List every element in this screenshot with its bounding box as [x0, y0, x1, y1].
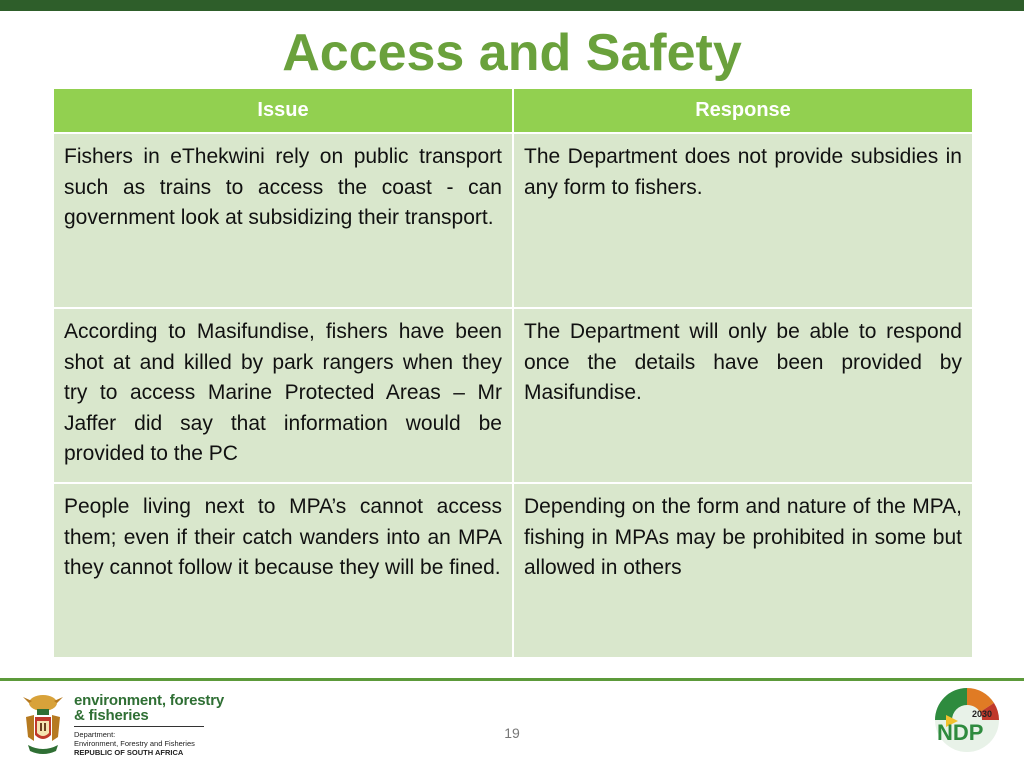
issues-table [52, 87, 974, 659]
page-number: 19 [504, 725, 520, 741]
footer [0, 681, 1024, 768]
country-name: REPUBLIC OF SOUTH AFRICA [74, 748, 184, 757]
department-name-line2: & fisheries [74, 707, 149, 724]
logo-divider [74, 726, 204, 727]
response-cell: Depending on the form and nature of the MPA, fishing in MPAs may be prohibited in some but allowed in others [513, 483, 973, 658]
table-row [53, 133, 973, 308]
ndp-year: 2030 [972, 709, 993, 719]
table-row [53, 308, 973, 483]
response-cell: The Department will only be able to respond once the details have been provided by Masifundise. [513, 308, 973, 483]
response-cell: The Department does not provide subsidies in any form to fishers. [513, 133, 973, 308]
response-column-header: Response [513, 88, 973, 133]
top-bar [0, 0, 1024, 11]
ndp-2030-logo-icon [932, 685, 1002, 755]
table-header-row [53, 88, 973, 133]
department-name-line1: environment, forestry [74, 692, 225, 709]
issue-column-header: Issue [53, 88, 513, 133]
issue-cell: According to Masifundise, fishers have been shot at and killed by park rangers when they try to access Marine Protected Areas – Mr Jaffer did say that information would be provided to the PC [53, 308, 513, 483]
issue-cell: Fishers in eThekwini rely on public transport such as trains to access the coast - can government look at subsidizing their transport. [53, 133, 513, 308]
department-logo [74, 693, 224, 757]
coat-of-arms-icon [20, 693, 66, 759]
department-full-name: Environment, Forestry and Fisheries [74, 739, 195, 748]
issue-cell: People living next to MPA’s cannot access them; even if their catch wanders into an MPA they cannot follow it because they will be fined. [53, 483, 513, 658]
table-row [53, 483, 973, 658]
slide-title: Access and Safety [282, 24, 742, 82]
ndp-text: NDP [937, 720, 984, 745]
department-label: Department: [74, 730, 116, 739]
